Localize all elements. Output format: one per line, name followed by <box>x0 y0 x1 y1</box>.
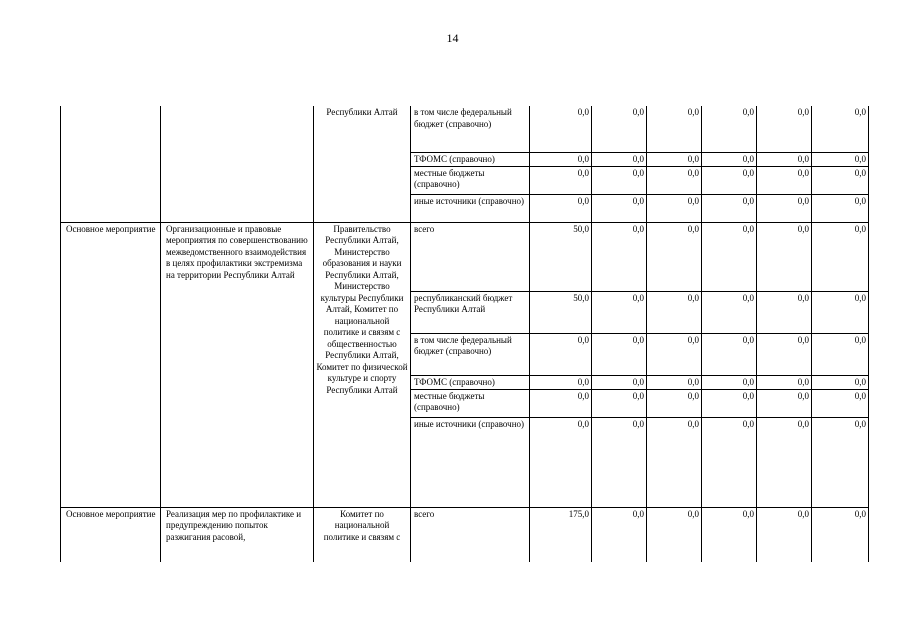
value-cell: 0,0 <box>812 291 869 333</box>
value-cell: 0,0 <box>647 166 702 194</box>
value-cell: 0,0 <box>592 106 647 152</box>
value-cell: 0,0 <box>702 222 757 291</box>
value-cell: 0,0 <box>592 194 647 222</box>
value-cell: 0,0 <box>592 375 647 389</box>
activity-type-cell: Основное мероприятие <box>61 507 161 562</box>
value-cell: 0,0 <box>592 507 647 562</box>
value-cell: 0,0 <box>530 375 592 389</box>
value-cell: 0,0 <box>812 194 869 222</box>
funding-source-cell: ТФОМС (справочно) <box>411 375 530 389</box>
funding-source-cell: в том числе федеральный бюджет (справочно) <box>411 106 530 152</box>
funding-source-cell: в том числе федеральный бюджет (справочно) <box>411 333 530 375</box>
value-cell: 0,0 <box>702 389 757 417</box>
executor-cell: Республики Алтай <box>314 106 411 222</box>
table-row <box>61 507 869 562</box>
value-cell: 0,0 <box>757 194 812 222</box>
value-cell: 0,0 <box>647 333 702 375</box>
program-funding-table <box>60 106 869 562</box>
value-cell: 0,0 <box>592 417 647 507</box>
value-cell: 175,0 <box>530 507 592 562</box>
activity-name-cell: Организационные и правовые мероприятия по совершенствованию межведомственного взаимодействия в целях профилактики экстремизма на территории Республики Алтай <box>161 222 314 507</box>
funding-source-cell: всего <box>411 222 530 291</box>
activity-type-cell <box>61 106 161 222</box>
value-cell: 0,0 <box>812 333 869 375</box>
value-cell: 0,0 <box>757 106 812 152</box>
value-cell: 0,0 <box>592 166 647 194</box>
value-cell: 0,0 <box>702 166 757 194</box>
value-cell: 0,0 <box>647 152 702 166</box>
value-cell: 0,0 <box>702 375 757 389</box>
value-cell: 0,0 <box>702 417 757 507</box>
value-cell: 0,0 <box>530 152 592 166</box>
funding-source-cell: республиканский бюджет Республики Алтай <box>411 291 530 333</box>
value-cell: 0,0 <box>647 389 702 417</box>
value-cell: 0,0 <box>530 389 592 417</box>
value-cell: 0,0 <box>757 417 812 507</box>
activity-type-cell: Основное мероприятие <box>61 222 161 507</box>
value-cell: 0,0 <box>757 166 812 194</box>
value-cell: 0,0 <box>812 507 869 562</box>
value-cell: 0,0 <box>812 389 869 417</box>
value-cell: 0,0 <box>530 106 592 152</box>
value-cell: 0,0 <box>812 222 869 291</box>
value-cell: 0,0 <box>702 507 757 562</box>
value-cell: 0,0 <box>812 375 869 389</box>
value-cell: 0,0 <box>812 106 869 152</box>
value-cell: 0,0 <box>592 333 647 375</box>
value-cell: 0,0 <box>647 507 702 562</box>
value-cell: 0,0 <box>702 291 757 333</box>
value-cell: 0,0 <box>702 194 757 222</box>
value-cell: 0,0 <box>647 106 702 152</box>
value-cell: 0,0 <box>647 417 702 507</box>
value-cell: 0,0 <box>757 389 812 417</box>
value-cell: 0,0 <box>757 507 812 562</box>
value-cell: 0,0 <box>757 291 812 333</box>
funding-source-cell: всего <box>411 507 530 562</box>
page-number: 14 <box>446 31 459 45</box>
value-cell: 0,0 <box>592 291 647 333</box>
value-cell: 0,0 <box>702 333 757 375</box>
value-cell: 0,0 <box>702 152 757 166</box>
activity-name-cell: Реализация мер по профилактике и предупреждению попыток разжигания расовой, <box>161 507 314 562</box>
table-row <box>61 106 869 152</box>
value-cell: 0,0 <box>757 152 812 166</box>
value-cell: 0,0 <box>592 389 647 417</box>
value-cell: 0,0 <box>530 166 592 194</box>
activity-name-cell <box>161 106 314 222</box>
value-cell: 0,0 <box>812 166 869 194</box>
value-cell: 0,0 <box>530 417 592 507</box>
value-cell: 0,0 <box>757 333 812 375</box>
value-cell: 0,0 <box>592 222 647 291</box>
value-cell: 0,0 <box>812 152 869 166</box>
value-cell: 0,0 <box>647 375 702 389</box>
funding-source-cell: иные источники (справочно) <box>411 194 530 222</box>
funding-source-cell: ТФОМС (справочно) <box>411 152 530 166</box>
value-cell: 0,0 <box>592 152 647 166</box>
executor-cell: Правительство Республики Алтай, Министерство образования и науки Республики Алтай, Министерство культуры Республики Алтай, Комитет по национальной политике и связям с общественностью Республики Алтай, Комитет по физической культуре и спорту Республики Алтай <box>314 222 411 507</box>
funding-source-cell: местные бюджеты (справочно) <box>411 389 530 417</box>
funding-source-cell: иные источники (справочно) <box>411 417 530 507</box>
value-cell: 0,0 <box>812 417 869 507</box>
value-cell: 0,0 <box>530 333 592 375</box>
value-cell: 0,0 <box>647 291 702 333</box>
value-cell: 0,0 <box>702 106 757 152</box>
value-cell: 0,0 <box>757 222 812 291</box>
executor-cell: Комитет по национальной политике и связям с <box>314 507 411 562</box>
table-row <box>61 222 869 291</box>
value-cell: 0,0 <box>757 375 812 389</box>
value-cell: 50,0 <box>530 291 592 333</box>
value-cell: 0,0 <box>647 222 702 291</box>
funding-source-cell: местные бюджеты (справочно) <box>411 166 530 194</box>
value-cell: 0,0 <box>530 194 592 222</box>
value-cell: 0,0 <box>647 194 702 222</box>
value-cell: 50,0 <box>530 222 592 291</box>
